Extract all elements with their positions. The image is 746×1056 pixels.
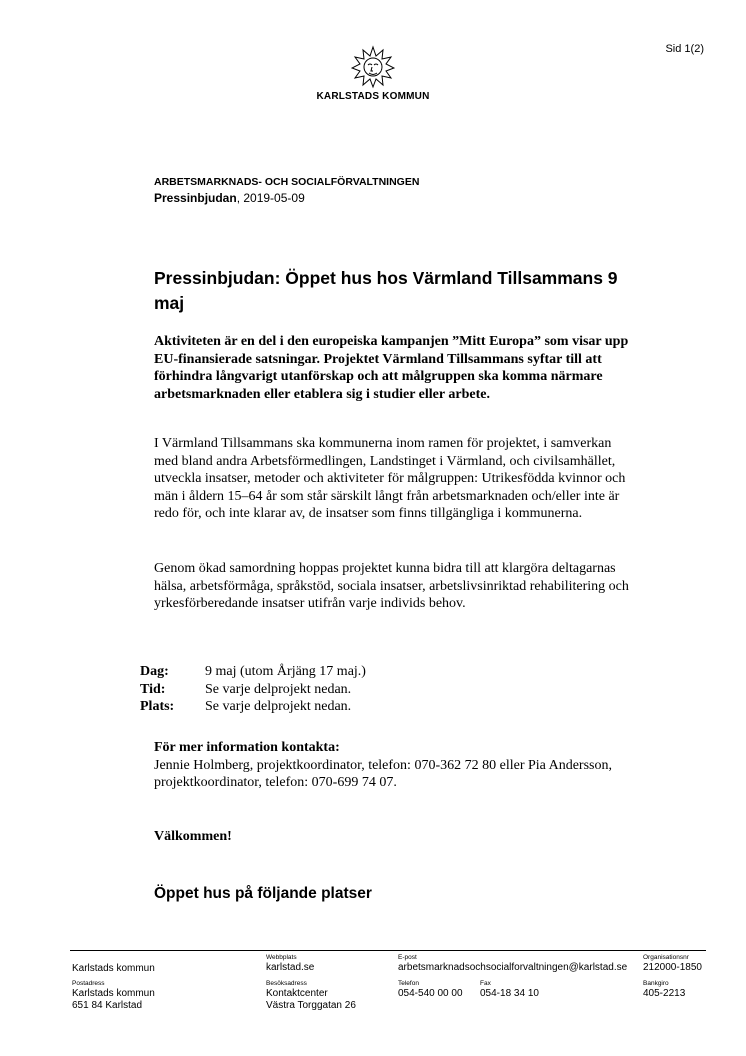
welcome-text: Välkommen! — [154, 829, 232, 844]
footer-phone — [398, 980, 463, 1000]
footer-value: 054-18 34 10 — [480, 988, 539, 999]
detail-label: Plats: — [140, 699, 175, 715]
document-meta — [154, 191, 305, 205]
footer-fax — [480, 980, 539, 1000]
footer-orgnr — [643, 954, 702, 974]
body-paragraph: I Värmland Tillsammans ska kommunerna inom ramen för projektet, i samverkan med bland andra Arbetsförmedlingen, Landstinget i Värmland, och civilsamhället, utveckla insatser, metoder och aktiviteter för målgruppen: Utrikesfödda kvinnor och män i åldern 15–64 år som står särskilt långt från arbetsmarknaden och/eller inte är redo för, och inte klarar av, de insatser som finns tillgängliga i kommunerna. — [154, 436, 626, 522]
body-paragraph: Genom ökad samordning hoppas projektet kunna bidra till att klargöra deltagarnas hälsa, arbetsförmåga, språkstöd, sociala insatser, arbetslivsinriktad rehabilitering och yrkesförberedande insatser utifrån varje individs behov. — [154, 561, 629, 612]
footer-label: Fax — [480, 980, 491, 987]
footer-divider — [70, 950, 706, 951]
headline: Pressinbjudan: Öppet hus hos Värmland Tillsammans 9 maj — [154, 268, 618, 313]
logo-text: KARLSTADS KOMMUN — [316, 91, 430, 102]
footer-website-link[interactable]: karlstad.se — [266, 962, 315, 973]
document-type: Pressinbjudan — [154, 191, 237, 205]
page-number: Sid 1(2) — [665, 43, 704, 55]
detail-label: Tid: — [140, 681, 166, 697]
footer-email-link[interactable]: arbetsmarknadsochsocialforvaltningen@karlstad.se — [398, 962, 628, 973]
footer-visit — [266, 980, 356, 1012]
footer-label: Webbplats — [266, 954, 297, 961]
footer-value: 054-540 00 00 — [398, 988, 463, 999]
footer-label: Organisationsnr — [643, 954, 689, 961]
footer-org: Karlstads kommun — [72, 963, 155, 974]
municipality-logo — [0, 45, 746, 102]
detail-label: Dag: — [140, 664, 169, 679]
footer-value: 405-2213 — [643, 988, 686, 999]
document-date: , 2019-05-09 — [236, 191, 305, 205]
sun-emblem-icon — [351, 45, 395, 89]
footer-web — [266, 954, 314, 974]
lead-paragraph: Aktiviteten är en del i den europeiska kampanjen ”Mitt Europa” som visar upp EU-finansierade satsningar. Projektet Värmland Tillsammans syftar till att förhindra långvarigt utanförskap och att målgruppen ska komma närmare arbetsmarknaden eller etablera sig i studier eller arbete. — [154, 334, 629, 402]
contact-heading: För mer information kontakta: — [154, 740, 340, 755]
footer-label: Postadress — [72, 980, 105, 987]
contact-text: Jennie Holmberg, projektkoordinator, telefon: 070-362 72 80 eller Pia Andersson, projektkoordinator, telefon: 070-699 74 07. — [154, 757, 612, 791]
detail-value: 9 maj (utom Årjäng 17 maj.) — [205, 664, 366, 679]
detail-value: Se varje delprojekt nedan. — [205, 699, 352, 715]
footer-label: Besöksadress — [266, 980, 307, 987]
department-name: ARBETSMARKNADS- OCH SOCIALFÖRVALTNINGEN — [154, 176, 420, 188]
detail-value: Se varje delprojekt nedan. — [205, 681, 352, 697]
section-heading: Öppet hus på följande platser — [154, 885, 372, 902]
event-details — [140, 663, 366, 716]
footer-label: Bankgiro — [643, 980, 669, 987]
contact-block — [154, 739, 634, 792]
footer-bankgiro — [643, 980, 685, 1000]
footer-value: Kontaktcenter — [266, 988, 328, 999]
footer-email — [398, 954, 627, 974]
footer-label: Telefon — [398, 980, 419, 987]
footer-label: E-post — [398, 954, 417, 961]
detail-row-date — [140, 663, 366, 681]
footer-value: 651 84 Karlstad — [72, 1000, 143, 1011]
footer-value: 212000-1850 — [643, 962, 702, 973]
footer-value: Karlstads kommun — [72, 988, 155, 999]
detail-row-time — [140, 681, 366, 699]
footer-value: Västra Torggatan 26 — [266, 1000, 356, 1011]
footer-postal — [72, 980, 155, 1012]
detail-row-place — [140, 698, 366, 716]
